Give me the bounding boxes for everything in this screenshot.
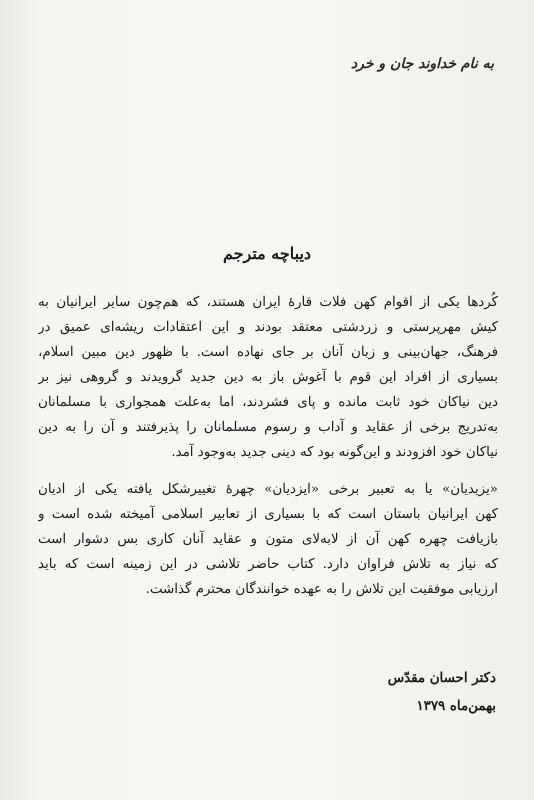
epigraph: به نام خداوند جان و خرد (350, 56, 494, 72)
text-line: نیاکان خود افزودند و این‌گونه بود که دینی جدید به‌وجود آمد. (171, 445, 498, 460)
text-line: که نیاز به تلاش فراوان دارد. کتاب حاضر تلاشی در این زمینه است که باید (38, 557, 498, 572)
text-line: کُردها یکی از اقوام کهن فلات قارهٔ ایران هستند، که هم‌چون سایر ایرانیان به (38, 295, 498, 310)
text-line: کیش مهرپرستی و زردشتی معتقد بودند و این اعتقادات ریشه‌ای عمیق در (38, 320, 498, 335)
text-line: به‌تدریج برخی از عقاید و آداب و رسوم مسلمانان را پذیرفتند و آن را به دین (38, 420, 498, 435)
text-line: کهن ایرانیان باستان است که با بسیاری از تعابیر اسلامی آمیخته شده است و (38, 507, 498, 522)
text-line: فرهنگ، جهان‌بینی و زبان آنان بر جای نهاده است. با ظهور دین مبین اسلام، (38, 345, 498, 360)
page-title: دیباچه مترجم (222, 244, 312, 263)
signature-date: بهمن‌ماه ۱۳۷۹ (416, 698, 496, 714)
paragraph-1 (38, 290, 498, 465)
text-line: ارزیابی موفقیت این تلاش را به عهده خوانندگان محترم گذاشت. (145, 582, 498, 597)
text-line: بسیاری از افراد این قوم با آغوش باز به دین جدید گرویدند و گروهی نیز بر (38, 370, 498, 385)
paragraph-spacer (38, 465, 498, 477)
body-text (38, 290, 498, 602)
text-line: «یزیدیان» یا به تعبیر برخی «ایزدیان» چهرهٔ تغییرشکل یافته یکی از ادیان (38, 482, 498, 497)
text-line: بازیافت چهره کهن آن از لابه‌لای متون و عقاید آنان کاری بس دشوار است (38, 532, 498, 547)
signature-block (388, 664, 496, 720)
author-name: دکتر احسان مقدّس (387, 670, 496, 686)
paragraph-2 (38, 477, 498, 602)
text-line: دین نیاکان خود ثابت مانده و پای فشردند، اما به‌علت همجواری با مسلمانان (38, 395, 498, 410)
